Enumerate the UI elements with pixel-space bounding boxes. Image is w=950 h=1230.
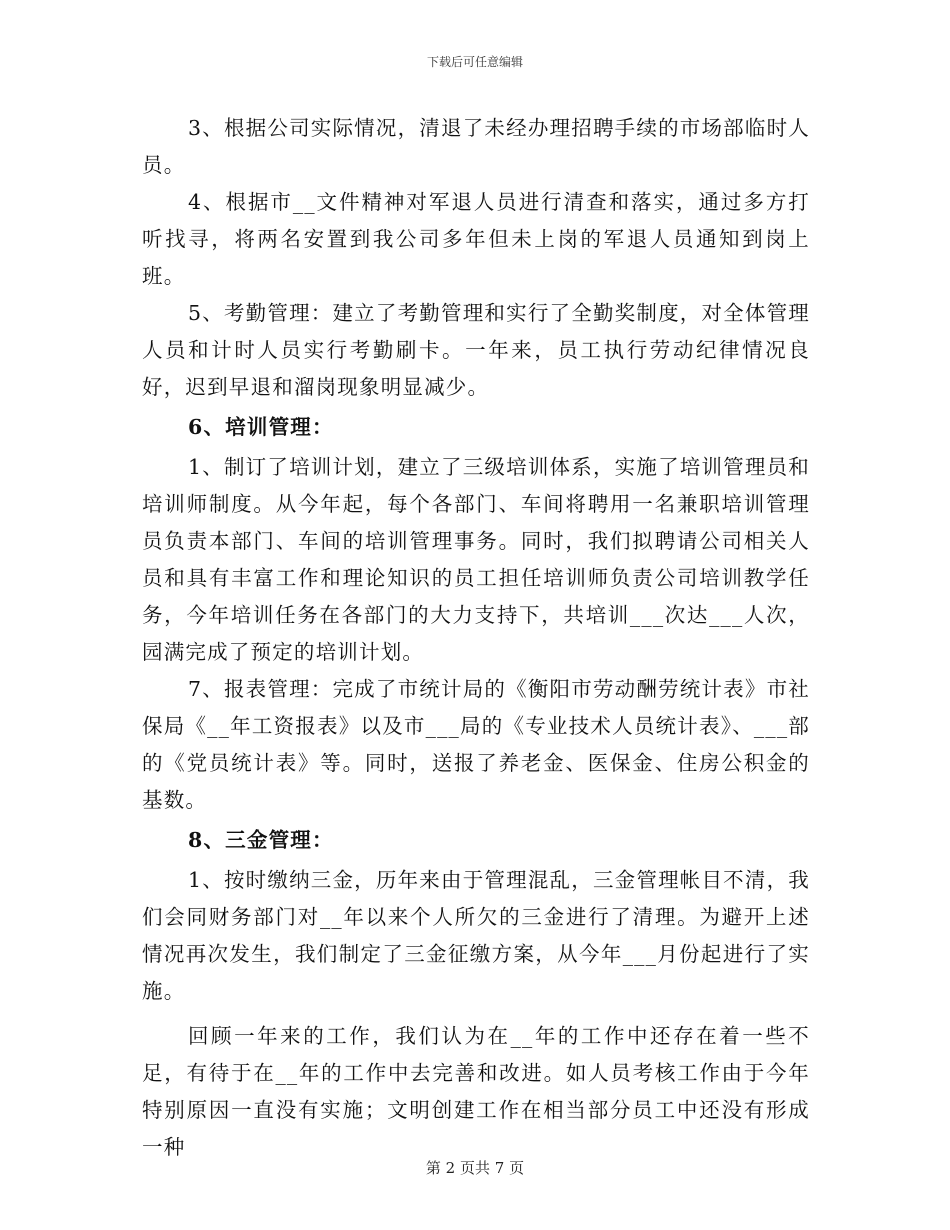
page-number: 第 2 页共 7 页 — [425, 1159, 525, 1177]
paragraph-training-plan: 1、制订了培训计划，建立了三级培训体系，实施了培训管理员和培训师制度。从今年起，每个各部门、车间将聘用一名兼职培训管理员负责本部门、车间的培训管理事务。同时，我们拟聘请公司相关人员和具有丰富工作和理论知识的员工担任培训师负责公司培训教学任务，今年培训任务在各部门的大力支持下，共培训___次达___人次，园满完成了预定的培训计划。 — [142, 455, 810, 664]
paragraph-three-funds: 1、按时缴纳三金，历年来由于管理混乱，三金管理帐目不清，我们会同财务部门对__年以来个人所欠的三金进行了清理。为避开上述情况再次发生，我们制定了三金征缴方案，从今年___月份起进行了实施。 — [142, 868, 810, 1003]
paragraph-item-3: 3、根据公司实际情况，清退了未经办理招聘手续的市场部临时人员。 — [142, 116, 810, 177]
section-heading-training: 6、培训管理： — [188, 415, 334, 439]
document-body — [142, 110, 810, 1166]
paragraph-review: 回顾一年来的工作，我们认为在__年的工作中还存在着一些不足，有待于在__年的工作中去完善和改进。如人员考核工作由于今年特别原因一直没有实施；文明创建工作在相当部分员工中还没有形成一种 — [142, 1024, 810, 1159]
paragraph-item-5-attendance: 5、考勤管理：建立了考勤管理和实行了全勤奖制度，对全体管理人员和计时人员实行考勤刷卡。一年来，员工执行劳动纪律情况良好，迟到早退和溜岗现象明显减少。 — [142, 301, 810, 399]
paragraph-item-7-reports: 7、报表管理：完成了市统计局的《衡阳市劳动酬劳统计表》市社保局《__年工资报表》以及市___局的《专业技术人员统计表》、___部的《党员统计表》等。同时，送报了养老金、医保金、住房公积金的基数。 — [142, 677, 810, 812]
page-header: 下载后可任意编辑 — [426, 55, 523, 69]
section-heading-three-funds: 8、三金管理： — [188, 828, 334, 852]
paragraph-item-4: 4、根据市__文件精神对军退人员进行清查和落实，通过多方打听找寻，将两名安置到我公司多年但未上岗的军退人员通知到岗上班。 — [142, 190, 810, 288]
